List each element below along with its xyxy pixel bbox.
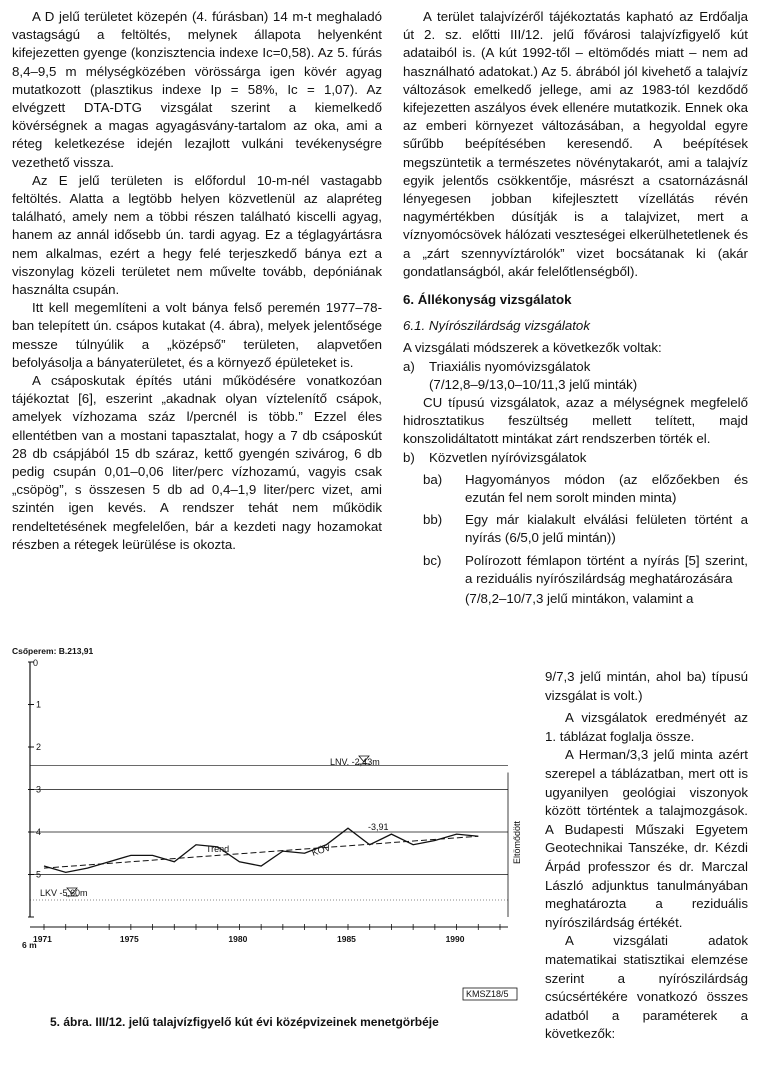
paragraph-wells: Itt kell megemlíteni a volt bánya felső peremén 1977–78-ban telepített ún. csápos kutakat (4. ábra), melyek jelentősége messze túlnyúlik a „középső” területen, alapvetően befolyásolja a bányaterületet, és a környező épületeket is.: [12, 300, 382, 370]
x-tick-label: 1971: [33, 934, 52, 944]
methods-intro: A vizsgálati módszerek a következők voltak:: [403, 340, 662, 356]
list-item-b: [403, 449, 748, 467]
list-key: a): [403, 358, 415, 374]
list-value: Triaxiális nyomóvizsgálatok: [429, 358, 591, 374]
kov-label: KÖV: [310, 842, 332, 858]
lnv-label-text: LNV. -2,43m: [330, 757, 380, 767]
paragraph-herman: A Herman/3,3 jelű minta azért szerepel a táblázatban, mert ott is ugyanilyen geológiai viszonyok között történtek a talajmozgások. A Budapesti Műszaki Egyetem Geotechnikai Tanszéke, dr. Kézdi Árpád professzor és dr. Marczal László adjunktus tanulmányában meghatározta a reziduális nyírószilárdság értékét.: [545, 747, 748, 930]
list-key: b): [403, 449, 415, 465]
chart-layer: [28, 658, 508, 944]
lkv-label: [40, 888, 88, 898]
subsection-heading-6-1: 6.1. Nyírószilárdság vizsgálatok: [403, 318, 590, 334]
y-tick-label: 5: [36, 869, 42, 880]
x-tick-label: 1980: [228, 934, 248, 944]
peak-label: -3,91: [368, 822, 389, 832]
chart-header: Csőperem: B.213,91: [12, 646, 94, 656]
right-column: [403, 8, 748, 608]
y-tick-label: 3: [36, 784, 42, 795]
list-item-bc: [423, 552, 748, 588]
paragraph-cu: CU típusú vizsgálatok, azaz a mélységnek megfelelő hidrosztatikus feszültség mellett telített, majd konszolidáltatott mintákat zárt rendszerben törték el.: [403, 395, 748, 447]
list-item-bc-sub: (7/8,2–10/7,3 jelű mintákon, valamint a: [465, 591, 694, 607]
list-item-bb: [423, 511, 748, 547]
figure-5: [0, 644, 540, 1019]
figure-tag-text: KMSZ18/5: [466, 989, 509, 999]
side-label: Eltömődött: [512, 820, 522, 864]
list-key: bc): [423, 552, 442, 568]
x-tick-label: 1985: [337, 934, 356, 944]
list-value: Közvetlen nyíróvizsgálatok: [429, 449, 587, 465]
x-tick-label: 1990: [445, 934, 465, 944]
paragraph-groundwater: A terület talajvízéről tájékoztatás kapható az Erdőalja út 2. sz. előtti III/12. jelű fővárosi talajvízfigyelő kút adataiból is. (A kút 1992-től – eltömődés miatt – nem ad használható adatokat.) Az 5. ábrából jól kivehető a talajvíz változások emelkedő jellege, ami az 1983-tól kezdődő kifejezetten aszályos évek ellenére mutatkozik. Ennek oka az emberi környezet változásában, a hegyoldal egyre sűrűbb beépítésében keresendő. A beépítések megszüntetik a természetes növénytakarót, ami a talajvíz egyik jelentős csökkentője, másrészt a csatornázásnál lényegesen jobban kifejlesztett vízellátás révén nagymértékben dúsítják is a talajvizet, mert a víznyomócsövek hálózati veszteségei elkerülhetetlenek és a „zárt szennyvíztárolók” vizet bocsátanak ki (akár gondatlanságból, akár felelőtlenségből).: [403, 9, 748, 279]
right-narrow-column: [545, 668, 748, 1044]
y-unit-label: 6 m: [22, 940, 37, 950]
list-key: bb): [423, 512, 443, 528]
paragraph-statistics: A vizsgálati adatok matematikai statisztikai elemzése szerint a nyírószilárdság csúcsértékére vonatkozó összes adatból a paraméterek a következők:: [545, 933, 748, 1042]
list-key: ba): [423, 471, 443, 487]
figure-tag: [463, 988, 517, 1000]
list-item-a: [403, 358, 748, 376]
left-column: [12, 8, 382, 554]
list-item-ba: [423, 471, 748, 507]
y-tick-label: 1: [36, 699, 42, 710]
y-tick-label: 2: [36, 742, 42, 752]
paragraph-e-area: Az E jelű területen is előfordul 10-m-nél vastagabb feltöltés. Alatta a legtöbb helyen közvetlenül az alapréteg található, amely nem a többi részen található kiscelli agyag, hanem az annál idősebb ún. tardi agyag. Ez a téglagyártásra nem alkalmas, ezért a hegy felé terjeszkedő bánya ezt a viszonylag közeli területet nem művelte tovább, depóniának használta csupán.: [12, 172, 382, 298]
list-value: Egy már kialakult elválási felületen történt a nyírás (6/5,0 jelű mintán)): [465, 512, 748, 546]
x-tick-label: 1975: [119, 934, 139, 944]
paragraph-well-yield: A csáposkutak építés utáni működésére vonatkozóan tájékoztat [6], eszerint „akadnak olyan víztelenítő csápok, amelyek vízhozama száz l/percnél is több.” Ezzel éles ellentétben van a mostani tapasztalat, hogy a 7 db csáposkút 28 db csápjából 15 db száraz, kettő gyengén szivárog, 6 db pedig csupán 0,01–0,06 liter/perc vízhozamú, vagyis csak „csöpög”, s összesen 5 db ad 0,4–1,9 liter/perc vizet, ami szintén igen kevés. A rendszer tehát nem működik rendeltetésének megfelelően, bár a kezdeti nagy hozamokat részben a rétegek leürülése is okozta.: [12, 373, 382, 552]
list-value: Polírozott fémlapon történt a nyírás [5] szerint, a reziduális nyírószilárdság meghatározására: [465, 552, 748, 586]
list-item-bc-sub-2: 9/7,3 jelű mintán, ahol ba) típusú vizsgálat is volt.): [545, 669, 748, 703]
trend-label: Trend: [206, 844, 230, 854]
y-tick-label: 4: [36, 827, 42, 837]
paragraph-results: A vizsgálatok eredményét az 1. táblázat foglalja össze.: [545, 710, 748, 744]
y-tick-label: 0: [33, 658, 39, 668]
lkv-label-text: LKV -5,60m: [40, 888, 88, 898]
kov-series-line: [44, 828, 478, 872]
trend-line: [44, 836, 478, 868]
groundwater-chart: [0, 644, 540, 1014]
list-value: Hagyományos módon (az előzőekben és ezután fel nem sorolt minden minta): [465, 471, 748, 506]
paragraph-d-area: A D jelű területet közepén (4. fúrásban) 14 m-t meghaladó vastagságú a feltöltés, melynek állapota helyenként kifejezetten gyenge (konzisztencia indexe Ic=0,58). Az 5. fúrás 8,4–9,5 m mélységközében vörössárga igen kövér agyag mutatkozott (plasztikus indexe Ip = 58%, Ic = 1,07). Az elvégzett DTA-DTG vizsgálat szerint a kiemelkedő kövérségnek a magas agyagásvány-tartalom az oka, ami a réteg keletkezése idején lezajlott vulkáni tevékenységre vezethető vissza.: [12, 9, 382, 170]
section-heading-6: 6. Állékonyság vizsgálatok: [403, 292, 572, 308]
list-item-a-sub: (7/12,8–9/13,0–10/11,3 jelű minták): [429, 376, 638, 392]
figure-caption: 5. ábra. III/12. jelű talajvízfigyelő kút évi középvizeinek menetgörbéje: [50, 1015, 439, 1029]
lnv-label: [330, 757, 380, 767]
